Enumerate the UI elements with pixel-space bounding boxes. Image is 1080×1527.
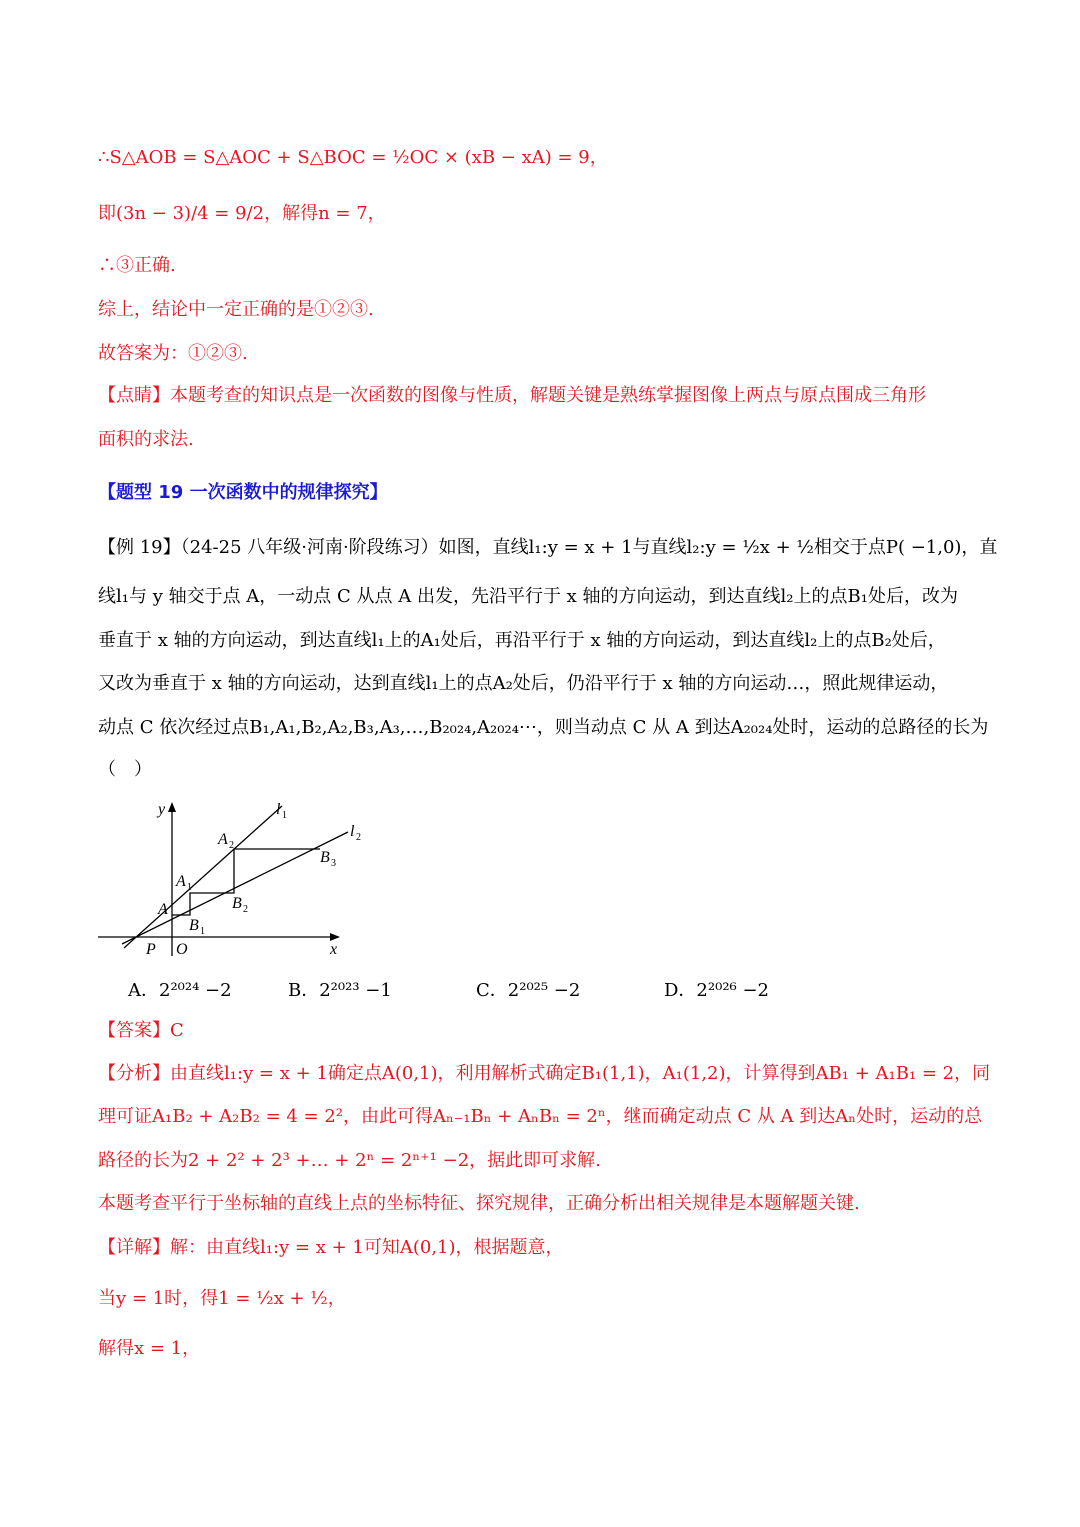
example-line-4: 又改为垂直于 x 轴的方向运动，达到直线l₁上的点A₂处后，仍沿平行于 x 轴的方向运动…，照此规律运动， [98, 673, 949, 694]
summary: 综上，结论中一定正确的是①②③. [98, 299, 374, 320]
coordinate-figure [94, 796, 374, 966]
analysis-line-3: 路径的长为2 + 2² + 2³ +… + 2ⁿ = 2ⁿ⁺¹ −2，据此即可求解. [98, 1150, 601, 1171]
answer-line: 【答案】C [98, 1020, 184, 1041]
label-B3: B [320, 849, 330, 866]
area-equation: ∴S△AOB = S△AOC + S△BOC = ½OC × (xB − xA) = 9， [98, 147, 608, 168]
label-x: x [330, 941, 338, 958]
option-a: A．2²⁰²⁴ −2 [128, 980, 232, 1001]
example-line-5: 动点 C 依次经过点B₁,A₁,B₂,A₂,B₃,A₃,…,B₂₀₂₄,A₂₀₂₄⋯，则当动点 C 从 A 到达A₂₀₂₄处时，运动的总路径的长为 [98, 717, 989, 738]
answer-statement: 故答案为：①②③. [98, 343, 248, 364]
comment-line-2: 面积的求法. [98, 429, 194, 450]
y-axis-arrow [168, 802, 176, 812]
comment-line-1: 【点睛】本题考查的知识点是一次函数的图像与性质，解题关键是熟练掌握图像上两点与原点围成三角形 [98, 385, 926, 406]
detail-line-2: 当y = 1时，得1 = ½x + ½， [98, 1288, 346, 1309]
label-A2: A [218, 831, 228, 848]
conclusion-3: ∴③正确. [98, 255, 176, 276]
label-B2-sub: 2 [243, 904, 248, 915]
x-axis-arrow [330, 933, 340, 941]
analysis-line-4: 本题考查平行于坐标轴的直线上点的坐标特征、探究规律，正确分析出相关规律是本题解题关键. [98, 1193, 860, 1214]
example-line-6: （ ） [98, 759, 152, 780]
detail-line-3: 解得x = 1， [98, 1338, 201, 1359]
example-line-2: 线l₁与 y 轴交于点 A，一动点 C 从点 A 出发，先沿平行于 x 轴的方向运动，到达直线l₂上的点B₁处后，改为 [98, 586, 958, 607]
option-b: B．2²⁰²³ −1 [288, 980, 392, 1001]
detail-line-1: 【详解】解：由直线l₁:y = x + 1可知A(0,1)，根据题意， [98, 1237, 564, 1258]
label-B1: B [189, 917, 199, 934]
option-c: C．2²⁰²⁵ −2 [476, 980, 581, 1001]
label-A1: A [176, 873, 186, 890]
label-O: O [176, 941, 188, 958]
label-B2: B [232, 895, 242, 912]
label-y: y [158, 801, 166, 818]
label-A1-sub: 1 [187, 882, 192, 893]
section-title: 【题型 19 一次函数中的规律探究】 [98, 482, 388, 503]
label-l2: l [350, 823, 355, 840]
label-l1: l [276, 801, 281, 818]
example-line-1: 【例 19】（24-25 八年级·河南·阶段练习）如图，直线l₁:y = x + 1与直线l₂:y = ½x + ½相交于点P( −1,0)，直 [98, 537, 998, 558]
solve-n: 即(3n − 3)/4 = 9/2，解得n = 7， [98, 203, 386, 224]
label-A2-sub: 2 [229, 840, 234, 851]
analysis-line-1: 【分析】由直线l₁:y = x + 1确定点A(0,1)，利用解析式确定B₁(1,1)，A₁(1,2)，计算得到AB₁ + A₁B₁ = 2，同 [98, 1063, 991, 1084]
label-B3-sub: 3 [331, 858, 336, 869]
option-d: D．2²⁰²⁶ −2 [664, 980, 770, 1001]
analysis-line-2: 理可证A₁B₂ + A₂B₂ = 4 = 2²，由此可得Aₙ₋₁Bₙ + AₙBₙ = 2ⁿ，继而确定动点 C 从 A 到达Aₙ处时，运动的总 [98, 1106, 983, 1127]
label-l2-sub: 2 [356, 832, 361, 843]
label-P: P [146, 941, 156, 958]
label-A: A [158, 901, 168, 918]
label-l1-sub: 1 [282, 810, 287, 821]
example-line-3: 垂直于 x 轴的方向运动，到达直线l₁上的A₁处后，再沿平行于 x 轴的方向运动，到达直线l₂上的点B₂处后， [98, 630, 946, 651]
label-B1-sub: 1 [200, 926, 205, 937]
